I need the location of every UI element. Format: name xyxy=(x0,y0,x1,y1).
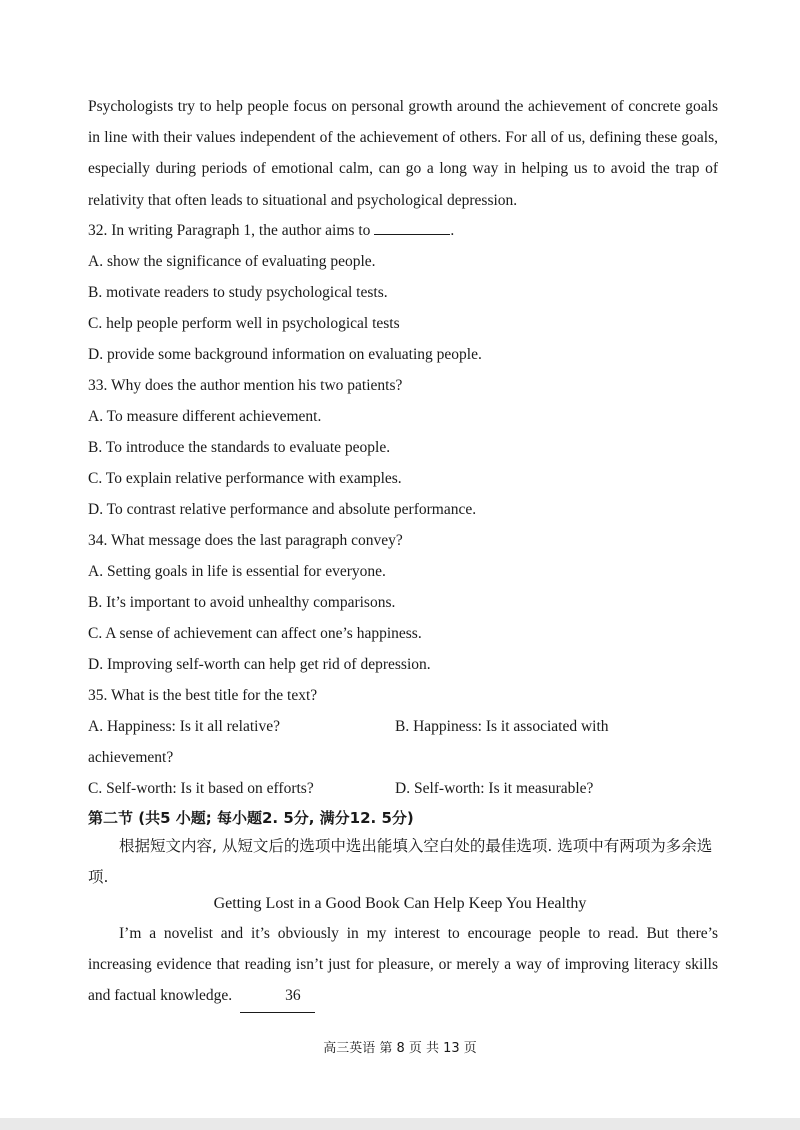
question-34-stem: 34. What message does the last paragraph convey? xyxy=(88,532,403,549)
q32-option-a: A. show the significance of evaluating people. xyxy=(88,253,376,270)
q34-option-c: C. A sense of achievement can affect one’s happiness. xyxy=(88,625,422,642)
question-35-stem: 35. What is the best title for the text? xyxy=(88,687,318,704)
q32-option-b: B. motivate readers to study psychological tests. xyxy=(88,284,388,301)
q34-option-d: D. Improving self-worth can help get rid of depression. xyxy=(88,656,431,673)
section-heading: 第二节 (共5 小题; 每小题2. 5分, 满分12. 5分) xyxy=(88,809,414,827)
page-footer: 高三英语 第 8 页 共 13 页 xyxy=(323,1041,477,1056)
q35-option-b-continued: achievement? xyxy=(88,749,174,766)
answer-blank xyxy=(374,220,450,235)
passage-final-paragraph: Psychologists try to help people focus on personal growth around the achievement of concrete goals in line with their values independent of the achievement of others. For all of us, defining these goals, especially during periods of emotional calm, can go a long way in helping us to avoid the trap of relativity that often leads to situational and psychological depression. xyxy=(88,98,718,209)
article-paragraph: I’m a novelist and it’s obviously in my interest to encourage people to read. But there’s increasing evidence that reading isn’t just for pleasure, or merely a way of improving literacy skills and factual knowledge. 36 xyxy=(88,918,718,1013)
q34-option-a: A. Setting goals in life is essential for everyone. xyxy=(88,563,386,580)
question-33-stem: 33. Why does the author mention his two patients? xyxy=(88,377,403,394)
q32-option-d: D. provide some background information on evaluating people. xyxy=(88,346,482,363)
scan-edge xyxy=(0,1118,800,1130)
q33-option-a: A. To measure different achievement. xyxy=(88,408,322,425)
q35-option-c: C. Self-worth: Is it based on efforts? xyxy=(88,780,314,797)
blank-36: 36 xyxy=(240,980,315,1012)
q34-option-b: B. It’s important to avoid unhealthy comparisons. xyxy=(88,594,396,611)
question-32-stem: 32. In writing Paragraph 1, the author aims to . xyxy=(88,222,455,239)
q33-option-d: D. To contrast relative performance and absolute performance. xyxy=(88,501,477,518)
q33-option-b: B. To introduce the standards to evaluate people. xyxy=(88,439,391,456)
q35-option-d: D. Self-worth: Is it measurable? xyxy=(395,780,594,797)
q35-option-a: A. Happiness: Is it all relative? xyxy=(88,718,280,735)
article-title: Getting Lost in a Good Book Can Help Keep You Healthy xyxy=(213,895,587,912)
q32-option-c: C. help people perform well in psychological tests xyxy=(88,315,400,332)
q33-option-c: C. To explain relative performance with examples. xyxy=(88,470,402,487)
q35-option-b: B. Happiness: Is it associated with xyxy=(395,718,609,735)
section-instruction: 根据短文内容, 从短文后的选项中选出能填入空白处的最佳选项. 选项中有两项为多余选项. xyxy=(88,837,713,886)
